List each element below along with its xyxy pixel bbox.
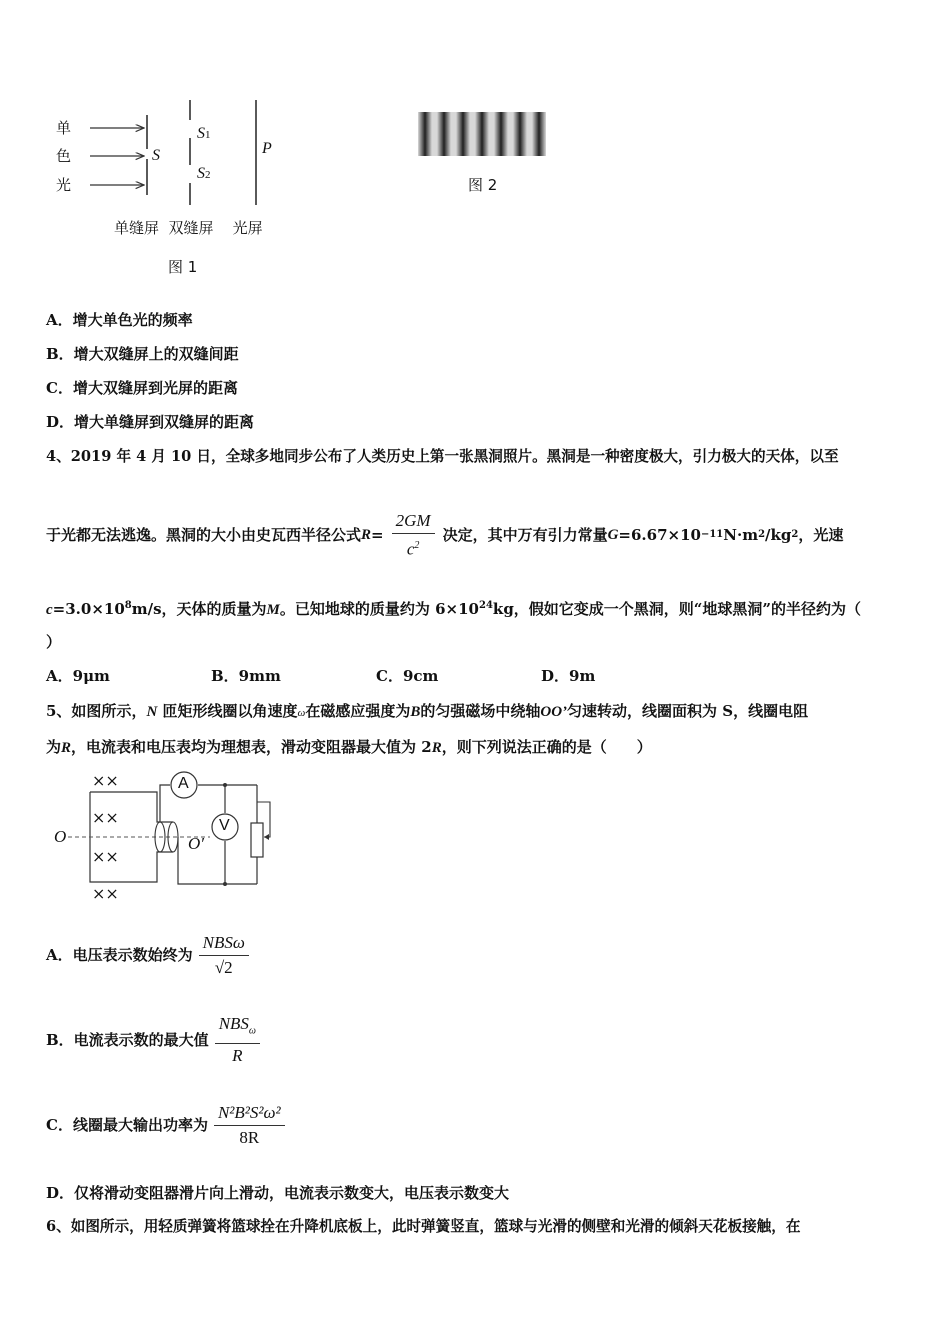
q3-option-c: C．增大双缝屏到光屏的距离: [46, 379, 238, 397]
wire: [160, 785, 170, 822]
light-label-3: 光: [56, 176, 72, 194]
light-label-1: 单: [56, 119, 72, 137]
q3-option-b: B．增大双缝屏上的双缝间距: [46, 345, 239, 363]
q5-option-a: A．电压表示数始终为 $\frac{\text{NBSω}}{√2}$: [46, 928, 249, 982]
field-cross-row-3: ××: [92, 847, 119, 866]
rheostat-slider-arrow: [264, 834, 269, 840]
rheostat: [251, 823, 263, 857]
option-c-formula: $\frac{\text{N²B²S²ω²}}{8R}$: [214, 1103, 285, 1148]
q4-line-1: 4、2019 年 4 月 10 日，全球多地同步公布了人类历史上第一张黑洞照片。黑洞是一种密度极大，引力极大的天体，以至: [46, 448, 839, 465]
light-label-2: 色: [56, 147, 72, 165]
o-prime-label: O′: [188, 834, 204, 853]
field-cross-row-2: ××: [92, 808, 119, 827]
dark-fringe: [418, 112, 432, 156]
q5-line-1: 5、如图所示，N 匝矩形线圈以角速度ω在磁感应强度为B的匀强磁场中绕轴OO’匀速转动，线圈面积为 S，线圈电阻: [46, 702, 809, 720]
field-cross-row-4: ××: [92, 884, 119, 903]
q3-option-a: A．增大单色光的频率: [46, 311, 193, 329]
slit-diagram: [40, 95, 300, 215]
figure-2-caption: 图 2: [468, 176, 498, 194]
ammeter-label: A: [178, 775, 189, 792]
q6-line-1: 6、如图所示，用轻质弹簧将篮球拴在升降机底板上，此时弹簧竖直，篮球与光滑的侧壁和光滑的倾斜天花板接触，在: [46, 1218, 801, 1235]
dark-fringe: [494, 112, 508, 156]
figure-2: [418, 112, 548, 192]
s-label: S: [152, 147, 160, 164]
dark-fringe: [437, 112, 451, 156]
figure-1-caption: 图 1: [168, 258, 198, 276]
schwarzschild-formula: $\frac{2GM}{c^2}$: [392, 511, 435, 560]
q5-option-d: D．仅将滑动变阻器滑片向上滑动，电流表示数变大，电压表示数变大: [46, 1184, 510, 1202]
dark-fringe: [475, 112, 489, 156]
p-label: P: [262, 140, 272, 157]
q4-line-3: $c=3.0\times 10^8m/s$，天体的质量为M。已知地球的质量约为 $6\times 10^{24}kg$，假如它变成一个黑洞，则“地球黑洞”的半径约为（: [46, 600, 862, 618]
q5-option-b: B．电流表示数的最大值 $\frac{NBS_\omega}{R}$: [46, 1013, 260, 1067]
q4-option-b: B．9mm: [211, 667, 281, 685]
q4-option-a: A．9μm: [46, 667, 110, 685]
q5-option-c: C．线圈最大输出功率为 $\frac{\text{N²B²S²ω²}}{8R}$: [46, 1097, 285, 1153]
option-b-formula: $\frac{NBS_\omega}{R}$: [215, 1014, 260, 1066]
dark-fringe: [513, 112, 527, 156]
q4-line-2: 于光都无法逃逸。黑洞的大小由史瓦西半径公式 R = $\frac{2GM}{c^2}$ 决定，其中万有引力常量 G =6.67×10 −11 N·m 2 /kg 2 ，光速: [46, 510, 844, 559]
o-label: O: [54, 827, 67, 846]
field-cross-row-1: ××: [92, 771, 119, 790]
option-a-formula: $\frac{\text{NBSω}}{√2}$: [199, 933, 249, 978]
q3-option-d: D．增大单缝屏到双缝屏的距离: [46, 413, 255, 431]
q5-line-2: 为R，电流表和电压表均为理想表，滑动变阻器最大值为 2R，则下列说法正确的是（ ）: [46, 738, 652, 756]
circuit-diagram: [50, 770, 290, 905]
junction-dot: [223, 783, 227, 787]
q4-option-c: C．9cm: [376, 667, 439, 685]
s1-label: S1: [197, 125, 211, 142]
dark-fringe: [532, 112, 546, 156]
q4-line-4: ）: [46, 633, 62, 651]
circuit-figure: [50, 770, 290, 905]
voltmeter-label: V: [219, 817, 230, 834]
interference-pattern: [418, 112, 546, 156]
screens-label: 单缝屏 双缝屏 光屏: [114, 219, 263, 237]
figure-1: [40, 95, 300, 280]
dark-fringe: [456, 112, 470, 156]
q4-option-d: D．9m: [541, 667, 596, 685]
junction-dot: [223, 882, 227, 886]
s2-label: S2: [197, 165, 211, 182]
